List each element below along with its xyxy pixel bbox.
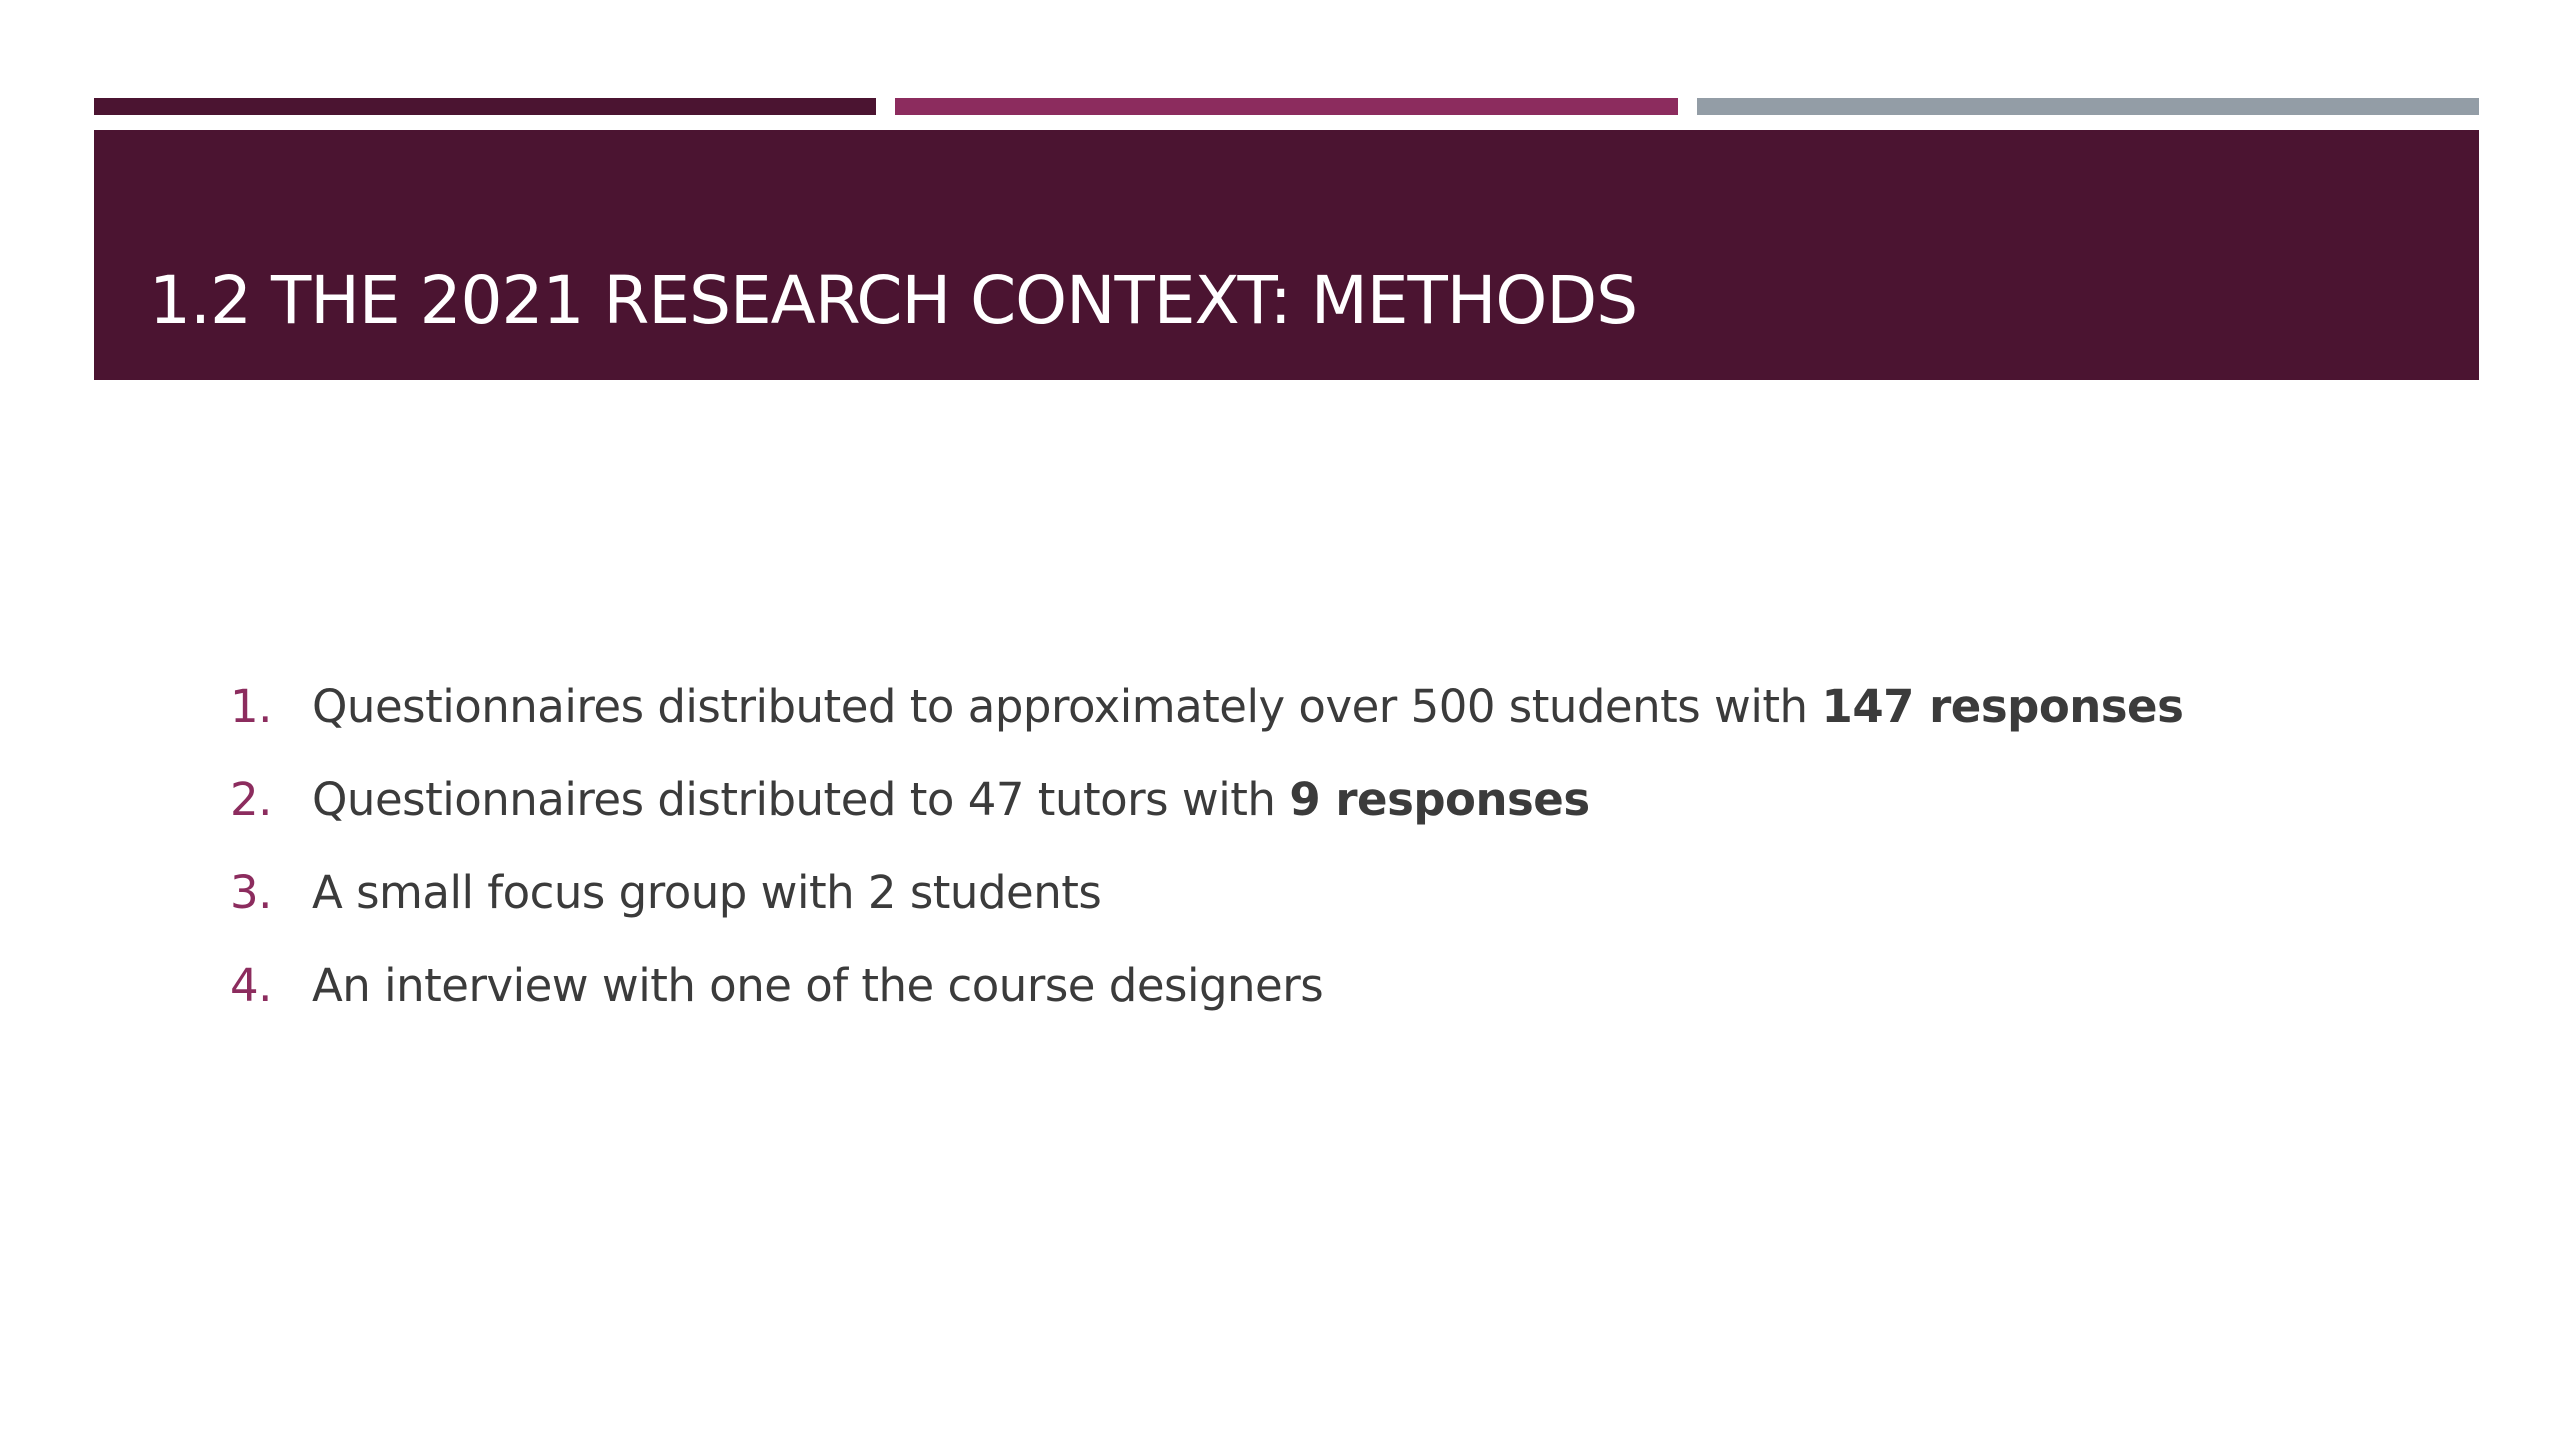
accent-bar-magenta [895, 98, 1678, 115]
list-item-number: 4. [230, 959, 272, 1012]
list-item-number: 1. [230, 680, 272, 733]
list-item-text: An interview with one of the course designers [312, 959, 1324, 1012]
title-band [94, 130, 2479, 380]
list-item-emphasis: 147 responses [1821, 680, 2184, 733]
list-item-number: 2. [230, 773, 272, 826]
methods-list [230, 680, 2183, 1052]
list-item-text: A small focus group with 2 students [312, 866, 1102, 919]
list-item [230, 866, 2183, 959]
list-item [230, 773, 2183, 866]
list-item-emphasis: 9 responses [1289, 773, 1590, 826]
list-item [230, 680, 2183, 773]
list-item-text: Questionnaires distributed to approximately over 500 students with [312, 680, 1808, 733]
list-item-number: 3. [230, 866, 272, 919]
accent-bar-dark [94, 98, 876, 115]
list-item-text: Questionnaires distributed to 47 tutors with [312, 773, 1276, 826]
accent-bar-gray [1697, 98, 2479, 115]
list-item [230, 959, 2183, 1052]
slide-title: 1.2 THE 2021 RESEARCH CONTEXT: METHODS [149, 262, 1638, 339]
